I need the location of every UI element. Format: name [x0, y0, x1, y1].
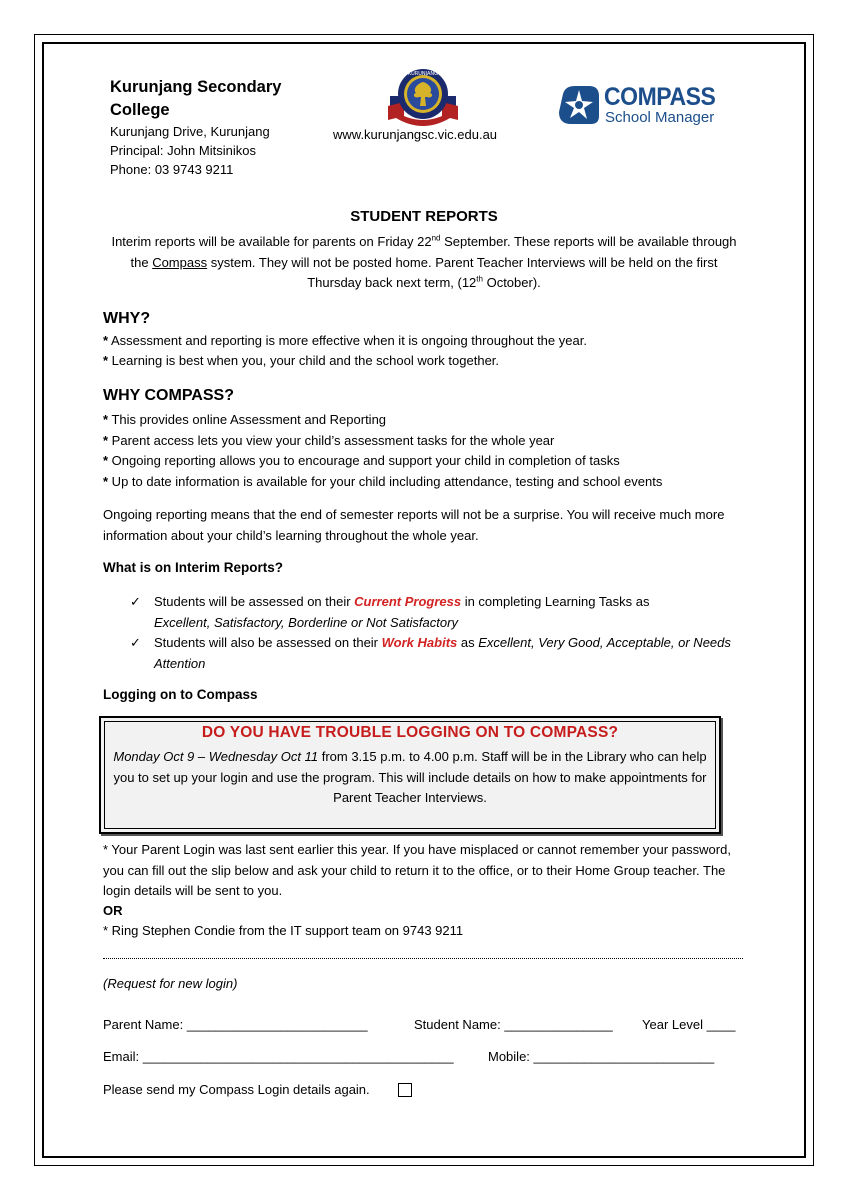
parent-name-field[interactable]: Parent Name: _________________________: [103, 1017, 368, 1032]
school-phone: Phone: 03 9743 9211: [110, 162, 234, 177]
why-heading: WHY?: [103, 310, 151, 327]
school-principal: Principal: John Mitsinikos: [110, 143, 256, 158]
why-compass-item: * Ongoing reporting allows you to encourage and support your child in completion of tasks: [103, 453, 620, 468]
login-paragraph: * Your Parent Login was last sent earlier this year. If you have misplaced or cannot remember your password, you can fill out the slip below and ask your child to return it to the office, or to their Home Group teacher. The login details will be sent to you.: [103, 842, 731, 898]
send-again-label: Please send my Compass Login details again.: [103, 1082, 370, 1097]
intro-paragraph: Interim reports will be available for parents on Friday 22nd September. These reports will be available through the Compass system. They will not be posted home. Parent Teacher Interviews will be held on the first Thursday back next term, (12th October).: [111, 233, 737, 290]
alert-title: DO YOU HAVE TROUBLE LOGGING ON TO COMPASS?: [201, 724, 619, 741]
why-compass-item: * This provides online Assessment and Reporting: [103, 412, 387, 427]
interim-item-habits: ✓ Students will also be assessed on their Work Habits as Excellent, Very Good, Acceptable, or Needs Attention: [130, 635, 731, 671]
or-label: OR: [103, 903, 123, 918]
request-label: (Request for new login): [103, 976, 238, 991]
email-field[interactable]: Email: ___________________________________________: [103, 1049, 454, 1064]
interim-heading: What is on Interim Reports?: [103, 560, 284, 575]
alert-text: Monday Oct 9 – Wednesday Oct 11 from 3.15 p.m. to 4.00 p.m. Staff will be in the Library who can help you to set up your login and use the program. This will include details on how to make appointments for Parent Teacher Interviews.: [113, 749, 707, 805]
interim-item-progress: ✓ Students will be assessed on their Current Progress in completing Learning Tasks as Excellent, Satisfactory, Borderline or Not Satisfactory: [130, 594, 650, 630]
crest-text: KURUNJANG: [407, 71, 439, 77]
logging-heading: Logging on to Compass: [103, 687, 258, 702]
why-item: * Assessment and reporting is more effective when it is ongoing throughout the year.: [103, 333, 587, 348]
year-level-field[interactable]: Year Level ____: [642, 1017, 736, 1032]
checkmark-icon: ✓: [130, 594, 141, 609]
school-website: www.kurunjangsc.vic.edu.au: [333, 127, 498, 142]
ring-line: * Ring Stephen Condie from the IT support team on 9743 9211: [103, 923, 464, 938]
student-name-field[interactable]: Student Name: _______________: [414, 1017, 613, 1032]
send-again-checkbox[interactable]: [398, 1083, 412, 1097]
why-compass-heading: WHY COMPASS?: [103, 387, 234, 404]
compass-title: COMPASS: [604, 83, 716, 111]
checkmark-icon: ✓: [130, 635, 141, 650]
school-address: Kurunjang Drive, Kurunjang: [110, 124, 270, 139]
why-compass-item: * Parent access lets you view your child’s assessment tasks for the whole year: [103, 433, 555, 448]
why-compass-item: * Up to date information is available for your child including attendance, testing and school events: [103, 474, 663, 489]
report-title: STUDENT REPORTS: [350, 208, 498, 225]
ongoing-paragraph: Ongoing reporting means that the end of semester reports will not be a surprise. You will receive much more information about your child’s learning throughout the whole year.: [103, 507, 725, 543]
why-item: * Learning is best when you, your child and the school work together.: [103, 353, 500, 368]
compass-link[interactable]: Compass: [152, 254, 208, 270]
mobile-field[interactable]: Mobile: _________________________: [488, 1049, 715, 1064]
cut-line: [103, 958, 743, 959]
school-crest-logo: [386, 66, 460, 130]
compass-subtitle: School Manager: [605, 109, 715, 126]
school-name: Kurunjang Secondary College: [110, 78, 282, 119]
